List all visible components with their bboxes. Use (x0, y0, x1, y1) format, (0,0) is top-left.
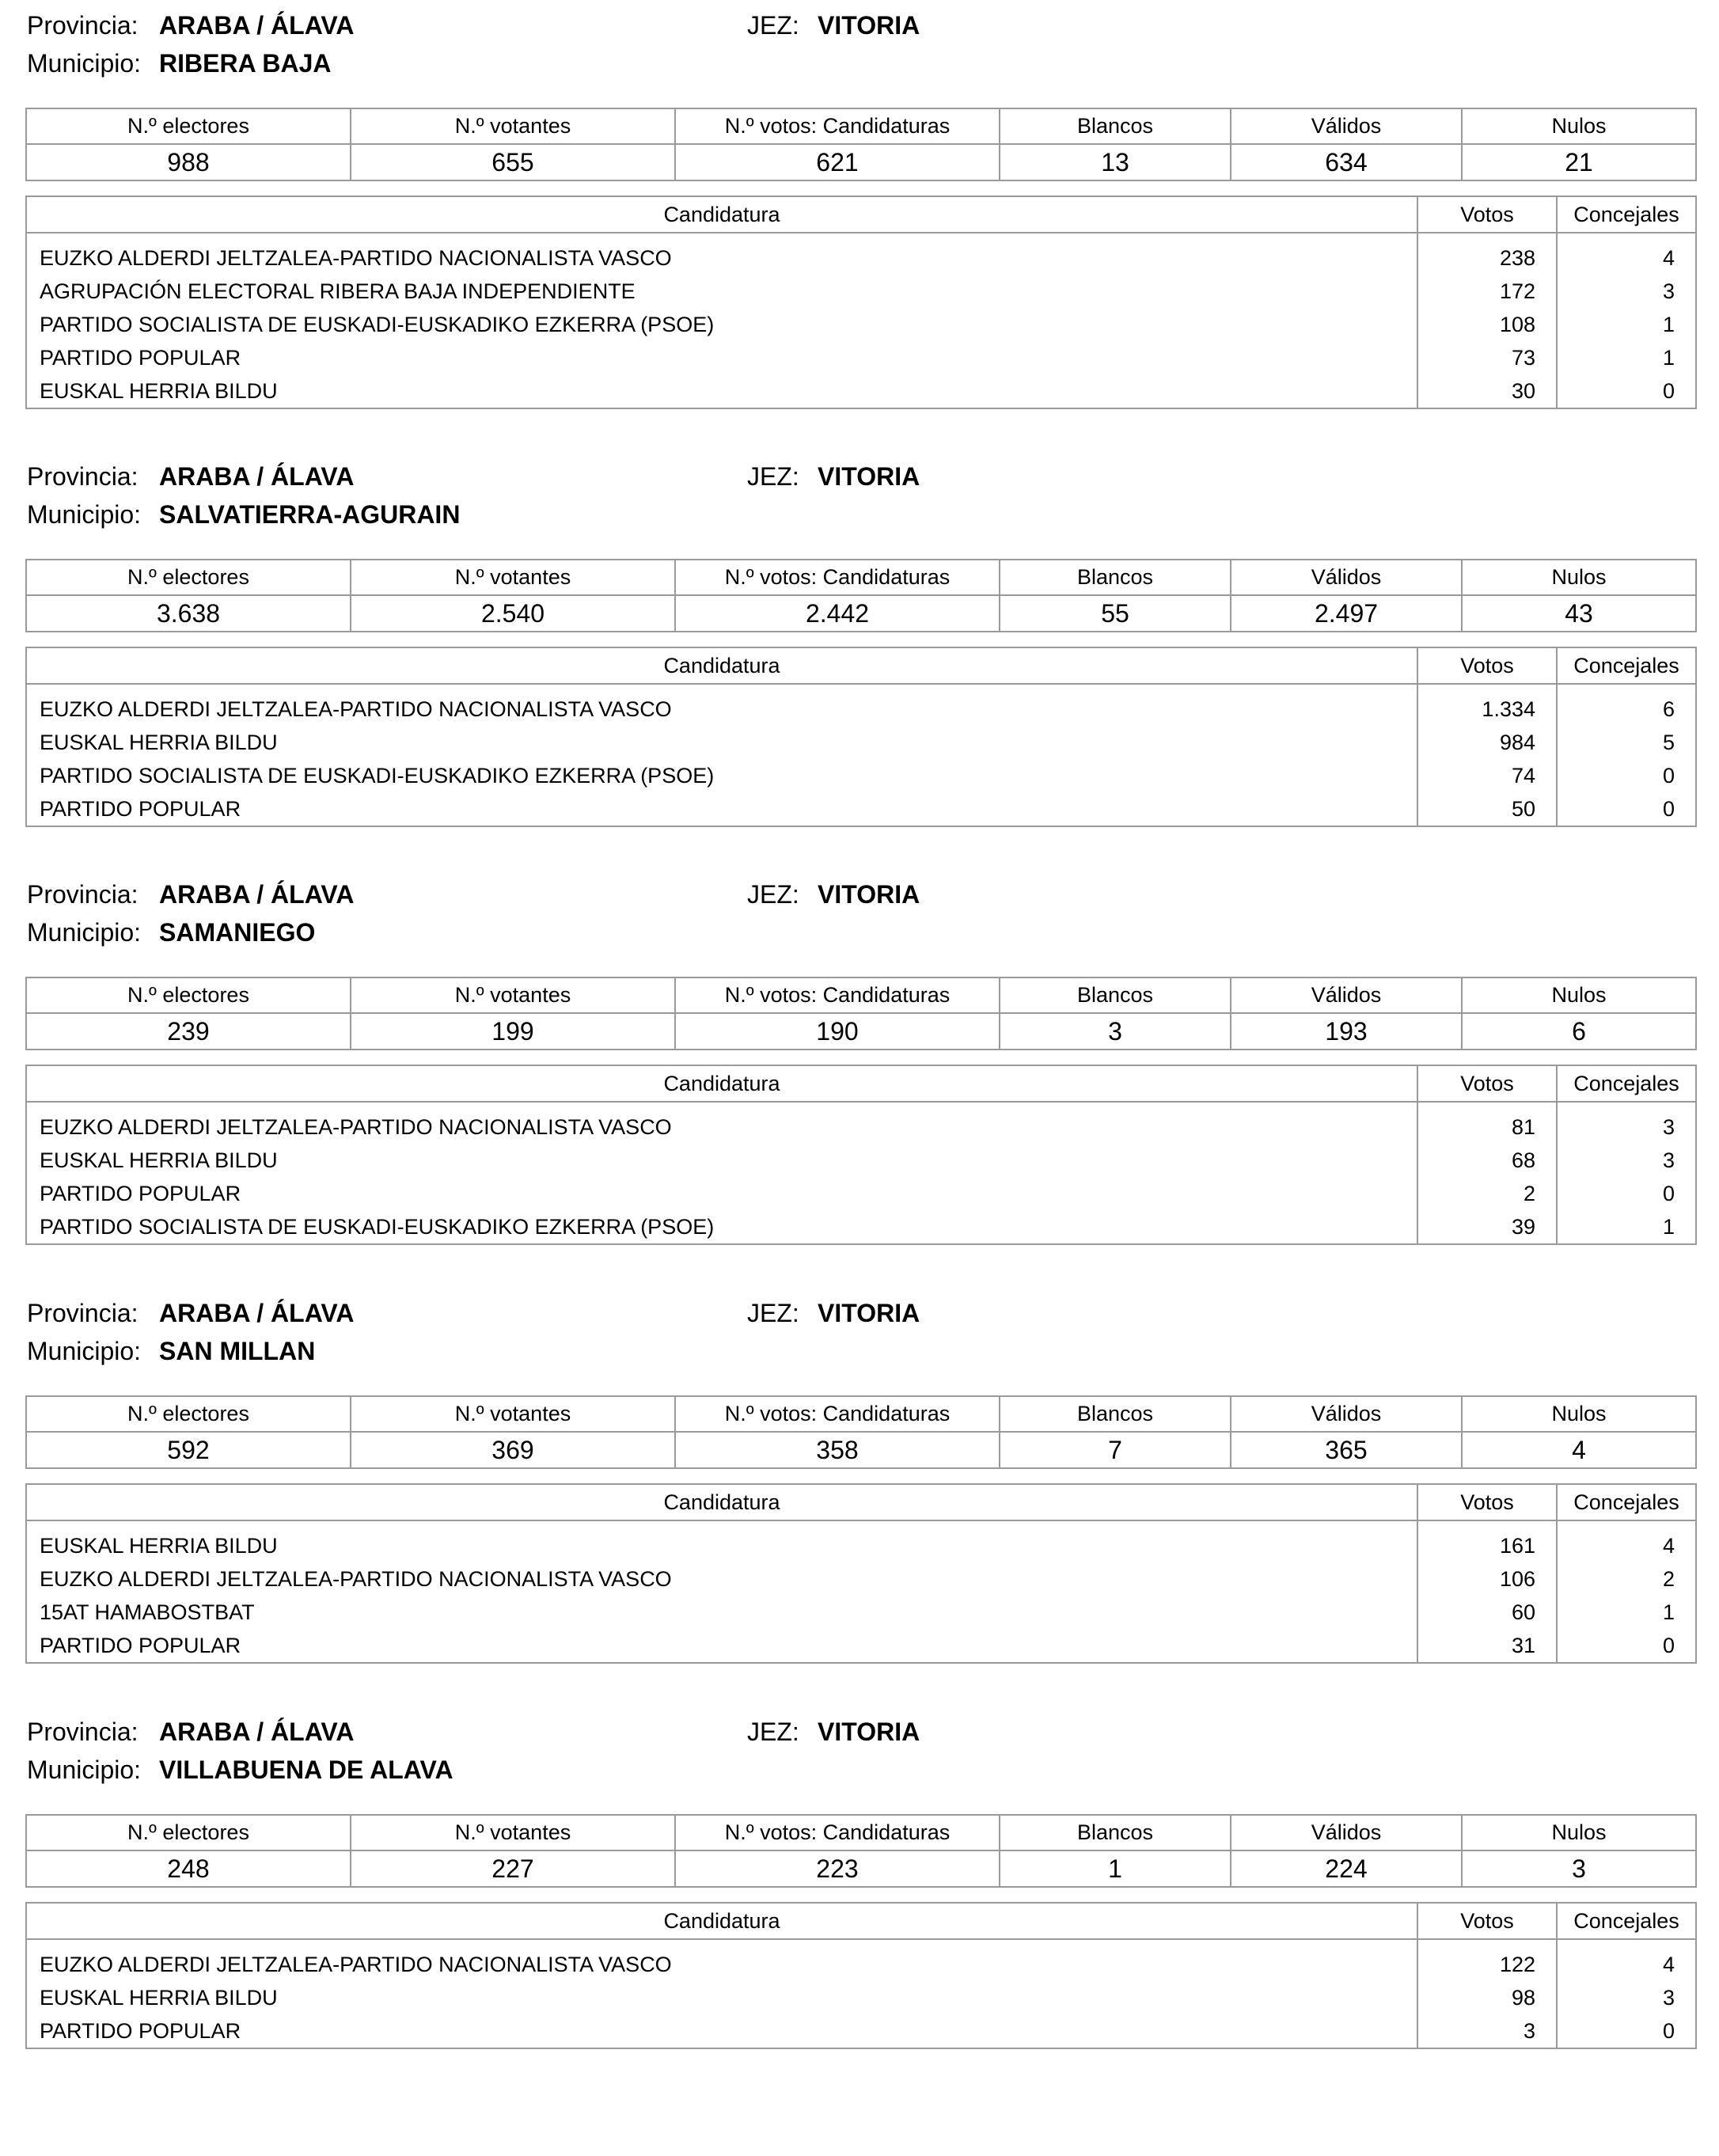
candidaturas-header-row (26, 1903, 1696, 1939)
candidaturas-header-row (26, 1065, 1696, 1102)
candidatura-concejales: 4 (1557, 241, 1696, 275)
blancos-label: Blancos (1000, 1815, 1231, 1850)
jez-value: VITORIA (818, 1299, 920, 1327)
table-row (26, 1529, 1696, 1562)
stats-header-row (26, 1815, 1696, 1850)
validos-value: 365 (1231, 1432, 1462, 1468)
votantes-value: 655 (351, 144, 675, 180)
candidatura-votos: 81 (1417, 1110, 1557, 1144)
validos-value: 634 (1231, 144, 1462, 180)
candidatura-concejales: 6 (1557, 693, 1696, 726)
stats-table (25, 1395, 1697, 1469)
nulos-label: Nulos (1462, 108, 1696, 144)
candidatura-votos: 31 (1417, 1629, 1557, 1663)
provincia-value: ARABA / ÁLAVA (159, 1718, 355, 1746)
candidatura-name: PARTIDO SOCIALISTA DE EUSKADI-EUSKADIKO EZKERRA (PSOE) (26, 1210, 1417, 1244)
stats-value-row (26, 1013, 1696, 1050)
electores-label: N.º electores (26, 560, 351, 595)
candidatura-concejales: 5 (1557, 726, 1696, 759)
table-spacer (26, 1102, 1696, 1110)
provincia-value: ARABA / ÁLAVA (159, 11, 355, 40)
candidatura-name: PARTIDO POPULAR (26, 341, 1417, 374)
municipio-label: Municipio: (27, 918, 142, 947)
candidatura-name: PARTIDO POPULAR (26, 792, 1417, 826)
table-spacer (26, 1520, 1696, 1529)
candidatura-votos: 39 (1417, 1210, 1557, 1244)
electores-value: 988 (26, 144, 351, 180)
candidaturas-table (25, 1902, 1697, 2049)
candidaturas-header-row (26, 647, 1696, 684)
nulos-value: 4 (1462, 1432, 1696, 1468)
votos-candidaturas-label: N.º votos: Candidaturas (675, 560, 1000, 595)
nulos-label: Nulos (1462, 560, 1696, 595)
votos-candidaturas-label: N.º votos: Candidaturas (675, 977, 1000, 1013)
table-row (26, 341, 1696, 374)
concejales-header: Concejales (1557, 196, 1696, 233)
electores-value: 248 (26, 1850, 351, 1887)
blancos-value: 7 (1000, 1432, 1231, 1468)
candidatura-concejales: 0 (1557, 2014, 1696, 2048)
table-row (26, 1948, 1696, 1981)
municipio-value: SALVATIERRA-AGURAIN (159, 500, 461, 529)
validos-value: 2.497 (1231, 595, 1462, 632)
candidatura-concejales: 1 (1557, 1596, 1696, 1629)
municipio-label: Municipio: (27, 1756, 142, 1784)
table-spacer (26, 684, 1696, 693)
jez-value: VITORIA (818, 1718, 920, 1746)
blancos-label: Blancos (1000, 1396, 1231, 1432)
candidatura-name: EUZKO ALDERDI JELTZALEA-PARTIDO NACIONALISTA VASCO (26, 1948, 1417, 1981)
block-header (25, 1288, 1695, 1364)
candidatura-votos: 60 (1417, 1596, 1557, 1629)
candidatura-header: Candidatura (26, 1484, 1417, 1520)
electores-label: N.º electores (26, 108, 351, 144)
concejales-header: Concejales (1557, 1065, 1696, 1102)
candidatura-name: 15AT HAMABOSTBAT (26, 1596, 1417, 1629)
candidatura-concejales: 1 (1557, 308, 1696, 341)
municipio-value: VILLABUENA DE ALAVA (159, 1756, 453, 1784)
votos-candidaturas-label: N.º votos: Candidaturas (675, 1396, 1000, 1432)
votos-header: Votos (1417, 196, 1557, 233)
table-row (26, 1596, 1696, 1629)
validos-label: Válidos (1231, 108, 1462, 144)
stats-table (25, 559, 1697, 632)
candidatura-header: Candidatura (26, 1903, 1417, 1939)
municipio-label: Municipio: (27, 49, 142, 78)
provincia-label: Provincia: (27, 1299, 139, 1327)
votos-header: Votos (1417, 1484, 1557, 1520)
candidatura-votos: 1.334 (1417, 693, 1557, 726)
candidatura-header: Candidatura (26, 196, 1417, 233)
electores-label: N.º electores (26, 1396, 351, 1432)
candidatura-concejales: 3 (1557, 1981, 1696, 2014)
validos-value: 193 (1231, 1013, 1462, 1050)
candidatura-votos: 2 (1417, 1177, 1557, 1210)
table-row (26, 1562, 1696, 1596)
jez-label: JEZ: (747, 11, 799, 40)
electores-label: N.º electores (26, 977, 351, 1013)
table-row (26, 275, 1696, 308)
stats-value-row (26, 144, 1696, 180)
votantes-value: 369 (351, 1432, 675, 1468)
votantes-label: N.º votantes (351, 1815, 675, 1850)
blancos-label: Blancos (1000, 560, 1231, 595)
candidatura-concejales: 3 (1557, 1144, 1696, 1177)
votos-header: Votos (1417, 1903, 1557, 1939)
table-row (26, 792, 1696, 826)
municipio-value: SAN MILLAN (159, 1337, 316, 1365)
candidatura-votos: 74 (1417, 759, 1557, 792)
concejales-header: Concejales (1557, 647, 1696, 684)
municipio-label: Municipio: (27, 1337, 142, 1365)
candidaturas-header-row (26, 1484, 1696, 1520)
candidatura-votos: 122 (1417, 1948, 1557, 1981)
candidatura-name: PARTIDO POPULAR (26, 1629, 1417, 1663)
stats-table (25, 977, 1697, 1050)
table-row (26, 374, 1696, 408)
blancos-value: 3 (1000, 1013, 1231, 1050)
candidatura-name: PARTIDO SOCIALISTA DE EUSKADI-EUSKADIKO EZKERRA (PSOE) (26, 759, 1417, 792)
votantes-value: 227 (351, 1850, 675, 1887)
nulos-label: Nulos (1462, 1815, 1696, 1850)
candidatura-votos: 108 (1417, 308, 1557, 341)
block-header (25, 0, 1695, 76)
candidatura-votos: 50 (1417, 792, 1557, 826)
provincia-label: Provincia: (27, 880, 139, 909)
candidatura-name: EUZKO ALDERDI JELTZALEA-PARTIDO NACIONALISTA VASCO (26, 693, 1417, 726)
candidatura-concejales: 0 (1557, 792, 1696, 826)
electores-value: 592 (26, 1432, 351, 1468)
block-header (25, 869, 1695, 945)
candidaturas-table (25, 1065, 1697, 1245)
candidatura-name: EUZKO ALDERDI JELTZALEA-PARTIDO NACIONALISTA VASCO (26, 1562, 1417, 1596)
candidatura-name: EUSKAL HERRIA BILDU (26, 374, 1417, 408)
candidatura-name: AGRUPACIÓN ELECTORAL RIBERA BAJA INDEPENDIENTE (26, 275, 1417, 308)
validos-label: Válidos (1231, 1815, 1462, 1850)
provincia-label: Provincia: (27, 1718, 139, 1746)
candidatura-votos: 106 (1417, 1562, 1557, 1596)
municipio-block (25, 451, 1695, 821)
candidatura-name: EUSKAL HERRIA BILDU (26, 1981, 1417, 2014)
validos-label: Válidos (1231, 977, 1462, 1013)
validos-label: Válidos (1231, 560, 1462, 595)
candidatura-concejales: 0 (1557, 1629, 1696, 1663)
nulos-value: 6 (1462, 1013, 1696, 1050)
candidatura-concejales: 2 (1557, 1562, 1696, 1596)
block-header (25, 451, 1695, 527)
blancos-label: Blancos (1000, 977, 1231, 1013)
votos-candidaturas-label: N.º votos: Candidaturas (675, 108, 1000, 144)
table-row (26, 1144, 1696, 1177)
table-spacer (26, 233, 1696, 241)
candidatura-votos: 98 (1417, 1981, 1557, 2014)
table-row (26, 1110, 1696, 1144)
block-header (25, 1706, 1695, 1782)
jez-label: JEZ: (747, 462, 799, 491)
votos-candidaturas-value: 2.442 (675, 595, 1000, 632)
candidatura-name: EUSKAL HERRIA BILDU (26, 1529, 1417, 1562)
blancos-label: Blancos (1000, 108, 1231, 144)
municipio-value: RIBERA BAJA (159, 49, 332, 78)
candidaturas-header-row (26, 196, 1696, 233)
stats-header-row (26, 1396, 1696, 1432)
table-row (26, 1629, 1696, 1663)
votantes-value: 199 (351, 1013, 675, 1050)
table-row (26, 759, 1696, 792)
candidatura-votos: 73 (1417, 341, 1557, 374)
provincia-value: ARABA / ÁLAVA (159, 462, 355, 491)
candidatura-votos: 3 (1417, 2014, 1557, 2048)
nulos-label: Nulos (1462, 1396, 1696, 1432)
nulos-value: 43 (1462, 595, 1696, 632)
candidatura-name: PARTIDO SOCIALISTA DE EUSKADI-EUSKADIKO EZKERRA (PSOE) (26, 308, 1417, 341)
candidatura-concejales: 3 (1557, 275, 1696, 308)
votantes-label: N.º votantes (351, 108, 675, 144)
stats-value-row (26, 595, 1696, 632)
stats-header-row (26, 108, 1696, 144)
candidatura-name: PARTIDO POPULAR (26, 2014, 1417, 2048)
candidatura-name: PARTIDO POPULAR (26, 1177, 1417, 1210)
votos-candidaturas-value: 223 (675, 1850, 1000, 1887)
candidatura-concejales: 1 (1557, 341, 1696, 374)
candidatura-votos: 238 (1417, 241, 1557, 275)
table-row (26, 241, 1696, 275)
votantes-label: N.º votantes (351, 977, 675, 1013)
votos-candidaturas-value: 621 (675, 144, 1000, 180)
municipio-block (25, 0, 1695, 403)
jez-value: VITORIA (818, 880, 920, 909)
stats-table (25, 108, 1697, 181)
table-row (26, 2014, 1696, 2048)
stats-header-row (26, 560, 1696, 595)
municipio-block (25, 1288, 1695, 1657)
candidaturas-table (25, 195, 1697, 409)
votos-candidaturas-value: 358 (675, 1432, 1000, 1468)
stats-value-row (26, 1432, 1696, 1468)
municipio-block (25, 869, 1695, 1239)
provincia-label: Provincia: (27, 462, 139, 491)
candidatura-name: EUSKAL HERRIA BILDU (26, 1144, 1417, 1177)
votos-candidaturas-label: N.º votos: Candidaturas (675, 1815, 1000, 1850)
candidatura-votos: 161 (1417, 1529, 1557, 1562)
nulos-value: 3 (1462, 1850, 1696, 1887)
nulos-label: Nulos (1462, 977, 1696, 1013)
electores-label: N.º electores (26, 1815, 351, 1850)
votos-candidaturas-value: 190 (675, 1013, 1000, 1050)
candidatura-name: EUZKO ALDERDI JELTZALEA-PARTIDO NACIONALISTA VASCO (26, 1110, 1417, 1144)
jez-value: VITORIA (818, 462, 920, 491)
candidatura-votos: 984 (1417, 726, 1557, 759)
jez-label: JEZ: (747, 880, 799, 909)
provincia-value: ARABA / ÁLAVA (159, 1299, 355, 1327)
concejales-header: Concejales (1557, 1903, 1696, 1939)
candidatura-name: EUSKAL HERRIA BILDU (26, 726, 1417, 759)
table-row (26, 308, 1696, 341)
candidaturas-table (25, 647, 1697, 827)
candidatura-header: Candidatura (26, 1065, 1417, 1102)
municipio-value: SAMANIEGO (159, 918, 316, 947)
candidatura-concejales: 0 (1557, 1177, 1696, 1210)
candidatura-concejales: 0 (1557, 374, 1696, 408)
candidatura-concejales: 3 (1557, 1110, 1696, 1144)
candidatura-header: Candidatura (26, 647, 1417, 684)
nulos-value: 21 (1462, 144, 1696, 180)
candidatura-votos: 172 (1417, 275, 1557, 308)
table-row (26, 693, 1696, 726)
stats-table (25, 1814, 1697, 1888)
candidatura-name: EUZKO ALDERDI JELTZALEA-PARTIDO NACIONALISTA VASCO (26, 241, 1417, 275)
validos-label: Válidos (1231, 1396, 1462, 1432)
jez-label: JEZ: (747, 1299, 799, 1327)
votantes-label: N.º votantes (351, 1396, 675, 1432)
municipio-label: Municipio: (27, 500, 142, 529)
candidatura-concejales: 0 (1557, 759, 1696, 792)
candidatura-votos: 30 (1417, 374, 1557, 408)
provincia-value: ARABA / ÁLAVA (159, 880, 355, 909)
electores-value: 3.638 (26, 595, 351, 632)
votantes-value: 2.540 (351, 595, 675, 632)
stats-header-row (26, 977, 1696, 1013)
candidatura-votos: 68 (1417, 1144, 1557, 1177)
blancos-value: 1 (1000, 1850, 1231, 1887)
jez-label: JEZ: (747, 1718, 799, 1746)
table-spacer (26, 1939, 1696, 1948)
validos-value: 224 (1231, 1850, 1462, 1887)
candidaturas-table (25, 1483, 1697, 1664)
stats-value-row (26, 1850, 1696, 1887)
provincia-label: Provincia: (27, 11, 139, 40)
electores-value: 239 (26, 1013, 351, 1050)
blancos-value: 13 (1000, 144, 1231, 180)
votos-header: Votos (1417, 647, 1557, 684)
jez-value: VITORIA (818, 11, 920, 40)
candidatura-concejales: 4 (1557, 1948, 1696, 1981)
table-row (26, 1210, 1696, 1244)
municipio-block (25, 1706, 1695, 2043)
concejales-header: Concejales (1557, 1484, 1696, 1520)
candidatura-concejales: 1 (1557, 1210, 1696, 1244)
candidatura-concejales: 4 (1557, 1529, 1696, 1562)
blancos-value: 55 (1000, 595, 1231, 632)
votos-header: Votos (1417, 1065, 1557, 1102)
table-row (26, 1177, 1696, 1210)
table-row (26, 726, 1696, 759)
table-row (26, 1981, 1696, 2014)
votantes-label: N.º votantes (351, 560, 675, 595)
